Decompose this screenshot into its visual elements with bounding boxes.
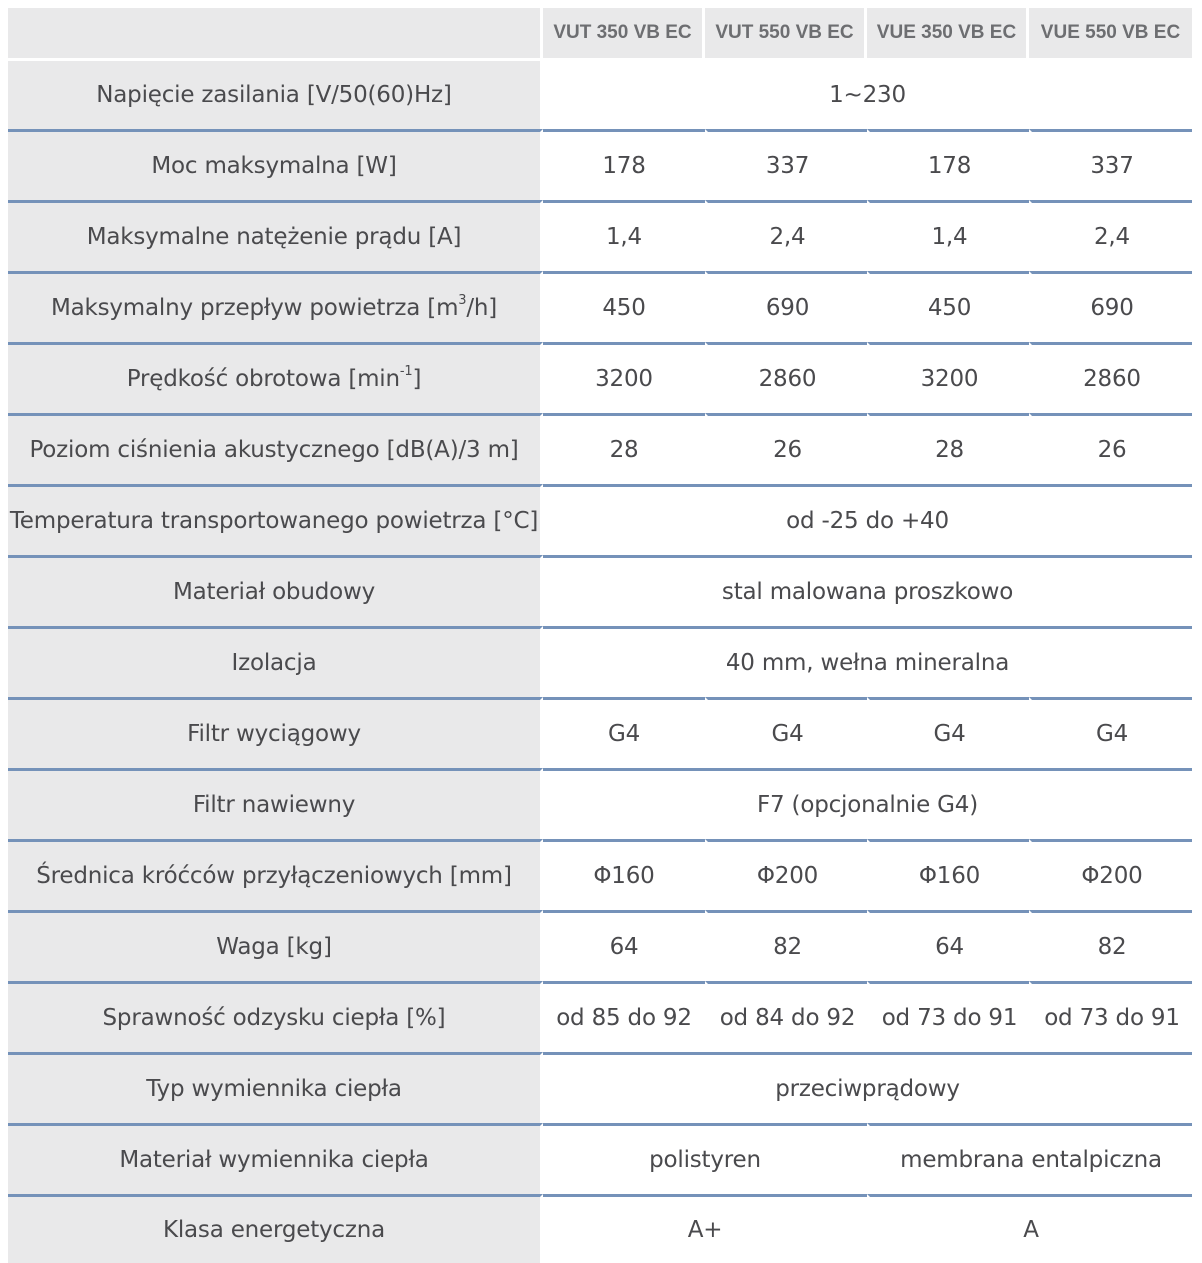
table-row <box>8 1123 1192 1194</box>
row-label: Waga [kg] <box>8 910 543 981</box>
table-row <box>8 910 1192 981</box>
row-value-merged-vut: A+ <box>543 1194 867 1263</box>
column-header-vue-350: VUE 350 VB EC <box>867 8 1029 58</box>
row-value: Φ200 <box>705 839 867 910</box>
row-value: G4 <box>867 697 1029 768</box>
row-value: 178 <box>543 129 705 200</box>
row-value: 2860 <box>1029 342 1192 413</box>
row-label: Temperatura transportowanego powietrza [°C] <box>8 484 543 555</box>
row-value: 1,4 <box>543 200 705 271</box>
row-value-merged-vue: A <box>867 1194 1192 1263</box>
row-label: Materiał obudowy <box>8 555 543 626</box>
row-value: 450 <box>867 271 1029 342</box>
row-value-merged: 1~230 <box>543 58 1192 129</box>
row-value: od 85 do 92 <box>543 981 705 1052</box>
row-value: Φ160 <box>543 839 705 910</box>
row-label: Sprawność odzysku ciepła [%] <box>8 981 543 1052</box>
table-row <box>8 839 1192 910</box>
row-label: Moc maksymalna [W] <box>8 129 543 200</box>
row-value: 2,4 <box>705 200 867 271</box>
row-value: 28 <box>867 413 1029 484</box>
table-row <box>8 413 1192 484</box>
row-value: Φ160 <box>867 839 1029 910</box>
row-label-superscript: 3 <box>458 293 467 309</box>
row-label: Średnica króćców przyłączeniowych [mm] <box>8 839 543 910</box>
table-row <box>8 200 1192 271</box>
row-value-merged: od -25 do +40 <box>543 484 1192 555</box>
row-value-merged-vut: polistyren <box>543 1123 867 1194</box>
table-row <box>8 484 1192 555</box>
specification-table <box>8 8 1192 1263</box>
header-row <box>8 8 1192 58</box>
row-label: Filtr nawiewny <box>8 768 543 839</box>
row-label: Izolacja <box>8 626 543 697</box>
row-value: G4 <box>705 697 867 768</box>
table-row <box>8 271 1192 342</box>
row-label-text: Maksymalny przepływ powietrza [m <box>50 295 459 321</box>
table-row <box>8 768 1192 839</box>
row-label: Typ wymiennika ciepła <box>8 1052 543 1123</box>
row-value: 2860 <box>705 342 867 413</box>
row-label-text-suffix: ] <box>412 366 422 392</box>
table-row <box>8 697 1192 768</box>
row-value: 28 <box>543 413 705 484</box>
row-value: 178 <box>867 129 1029 200</box>
row-label: Napięcie zasilania [V/50(60)Hz] <box>8 58 543 129</box>
row-value: 64 <box>867 910 1029 981</box>
row-label <box>8 271 543 342</box>
row-value: 26 <box>705 413 867 484</box>
row-value: 64 <box>543 910 705 981</box>
table-body <box>8 58 1192 1263</box>
row-value-merged: 40 mm, wełna mineralna <box>543 626 1192 697</box>
header-corner-cell <box>8 8 543 58</box>
row-value-merged: F7 (opcjonalnie G4) <box>543 768 1192 839</box>
row-value: 3200 <box>867 342 1029 413</box>
row-label <box>8 342 543 413</box>
row-label: Klasa energetyczna <box>8 1194 543 1263</box>
row-value: 690 <box>1029 271 1192 342</box>
table-row <box>8 342 1192 413</box>
row-value: 450 <box>543 271 705 342</box>
row-value: 82 <box>1029 910 1192 981</box>
row-value: 3200 <box>543 342 705 413</box>
table-row <box>8 1052 1192 1123</box>
row-value: 337 <box>705 129 867 200</box>
row-value: G4 <box>543 697 705 768</box>
table-header <box>8 8 1192 58</box>
row-label: Materiał wymiennika ciepła <box>8 1123 543 1194</box>
row-value: od 73 do 91 <box>867 981 1029 1052</box>
row-label-superscript: -1 <box>399 364 413 380</box>
row-value: G4 <box>1029 697 1192 768</box>
row-value-merged: stal malowana proszkowo <box>543 555 1192 626</box>
table-row <box>8 626 1192 697</box>
row-label: Maksymalne natężenie prądu [A] <box>8 200 543 271</box>
row-value: 82 <box>705 910 867 981</box>
row-value: 690 <box>705 271 867 342</box>
row-value: od 73 do 91 <box>1029 981 1192 1052</box>
column-header-vut-550: VUT 550 VB EC <box>705 8 867 58</box>
row-value: Φ200 <box>1029 839 1192 910</box>
column-header-vut-350: VUT 350 VB EC <box>543 8 705 58</box>
row-value: 26 <box>1029 413 1192 484</box>
row-value-merged: przeciwprądowy <box>543 1052 1192 1123</box>
row-value: 2,4 <box>1029 200 1192 271</box>
table-row <box>8 58 1192 129</box>
column-header-vue-550: VUE 550 VB EC <box>1029 8 1192 58</box>
row-value-merged-vue: membrana entalpiczna <box>867 1123 1192 1194</box>
row-label-text-suffix: /h] <box>466 295 498 321</box>
row-value: od 84 do 92 <box>705 981 867 1052</box>
row-label-text: Prędkość obrotowa [min <box>126 366 400 392</box>
row-value: 1,4 <box>867 200 1029 271</box>
row-label: Poziom ciśnienia akustycznego [dB(A)/3 m] <box>8 413 543 484</box>
table-row <box>8 981 1192 1052</box>
row-label: Filtr wyciągowy <box>8 697 543 768</box>
table-row <box>8 129 1192 200</box>
table-row <box>8 555 1192 626</box>
row-value: 337 <box>1029 129 1192 200</box>
